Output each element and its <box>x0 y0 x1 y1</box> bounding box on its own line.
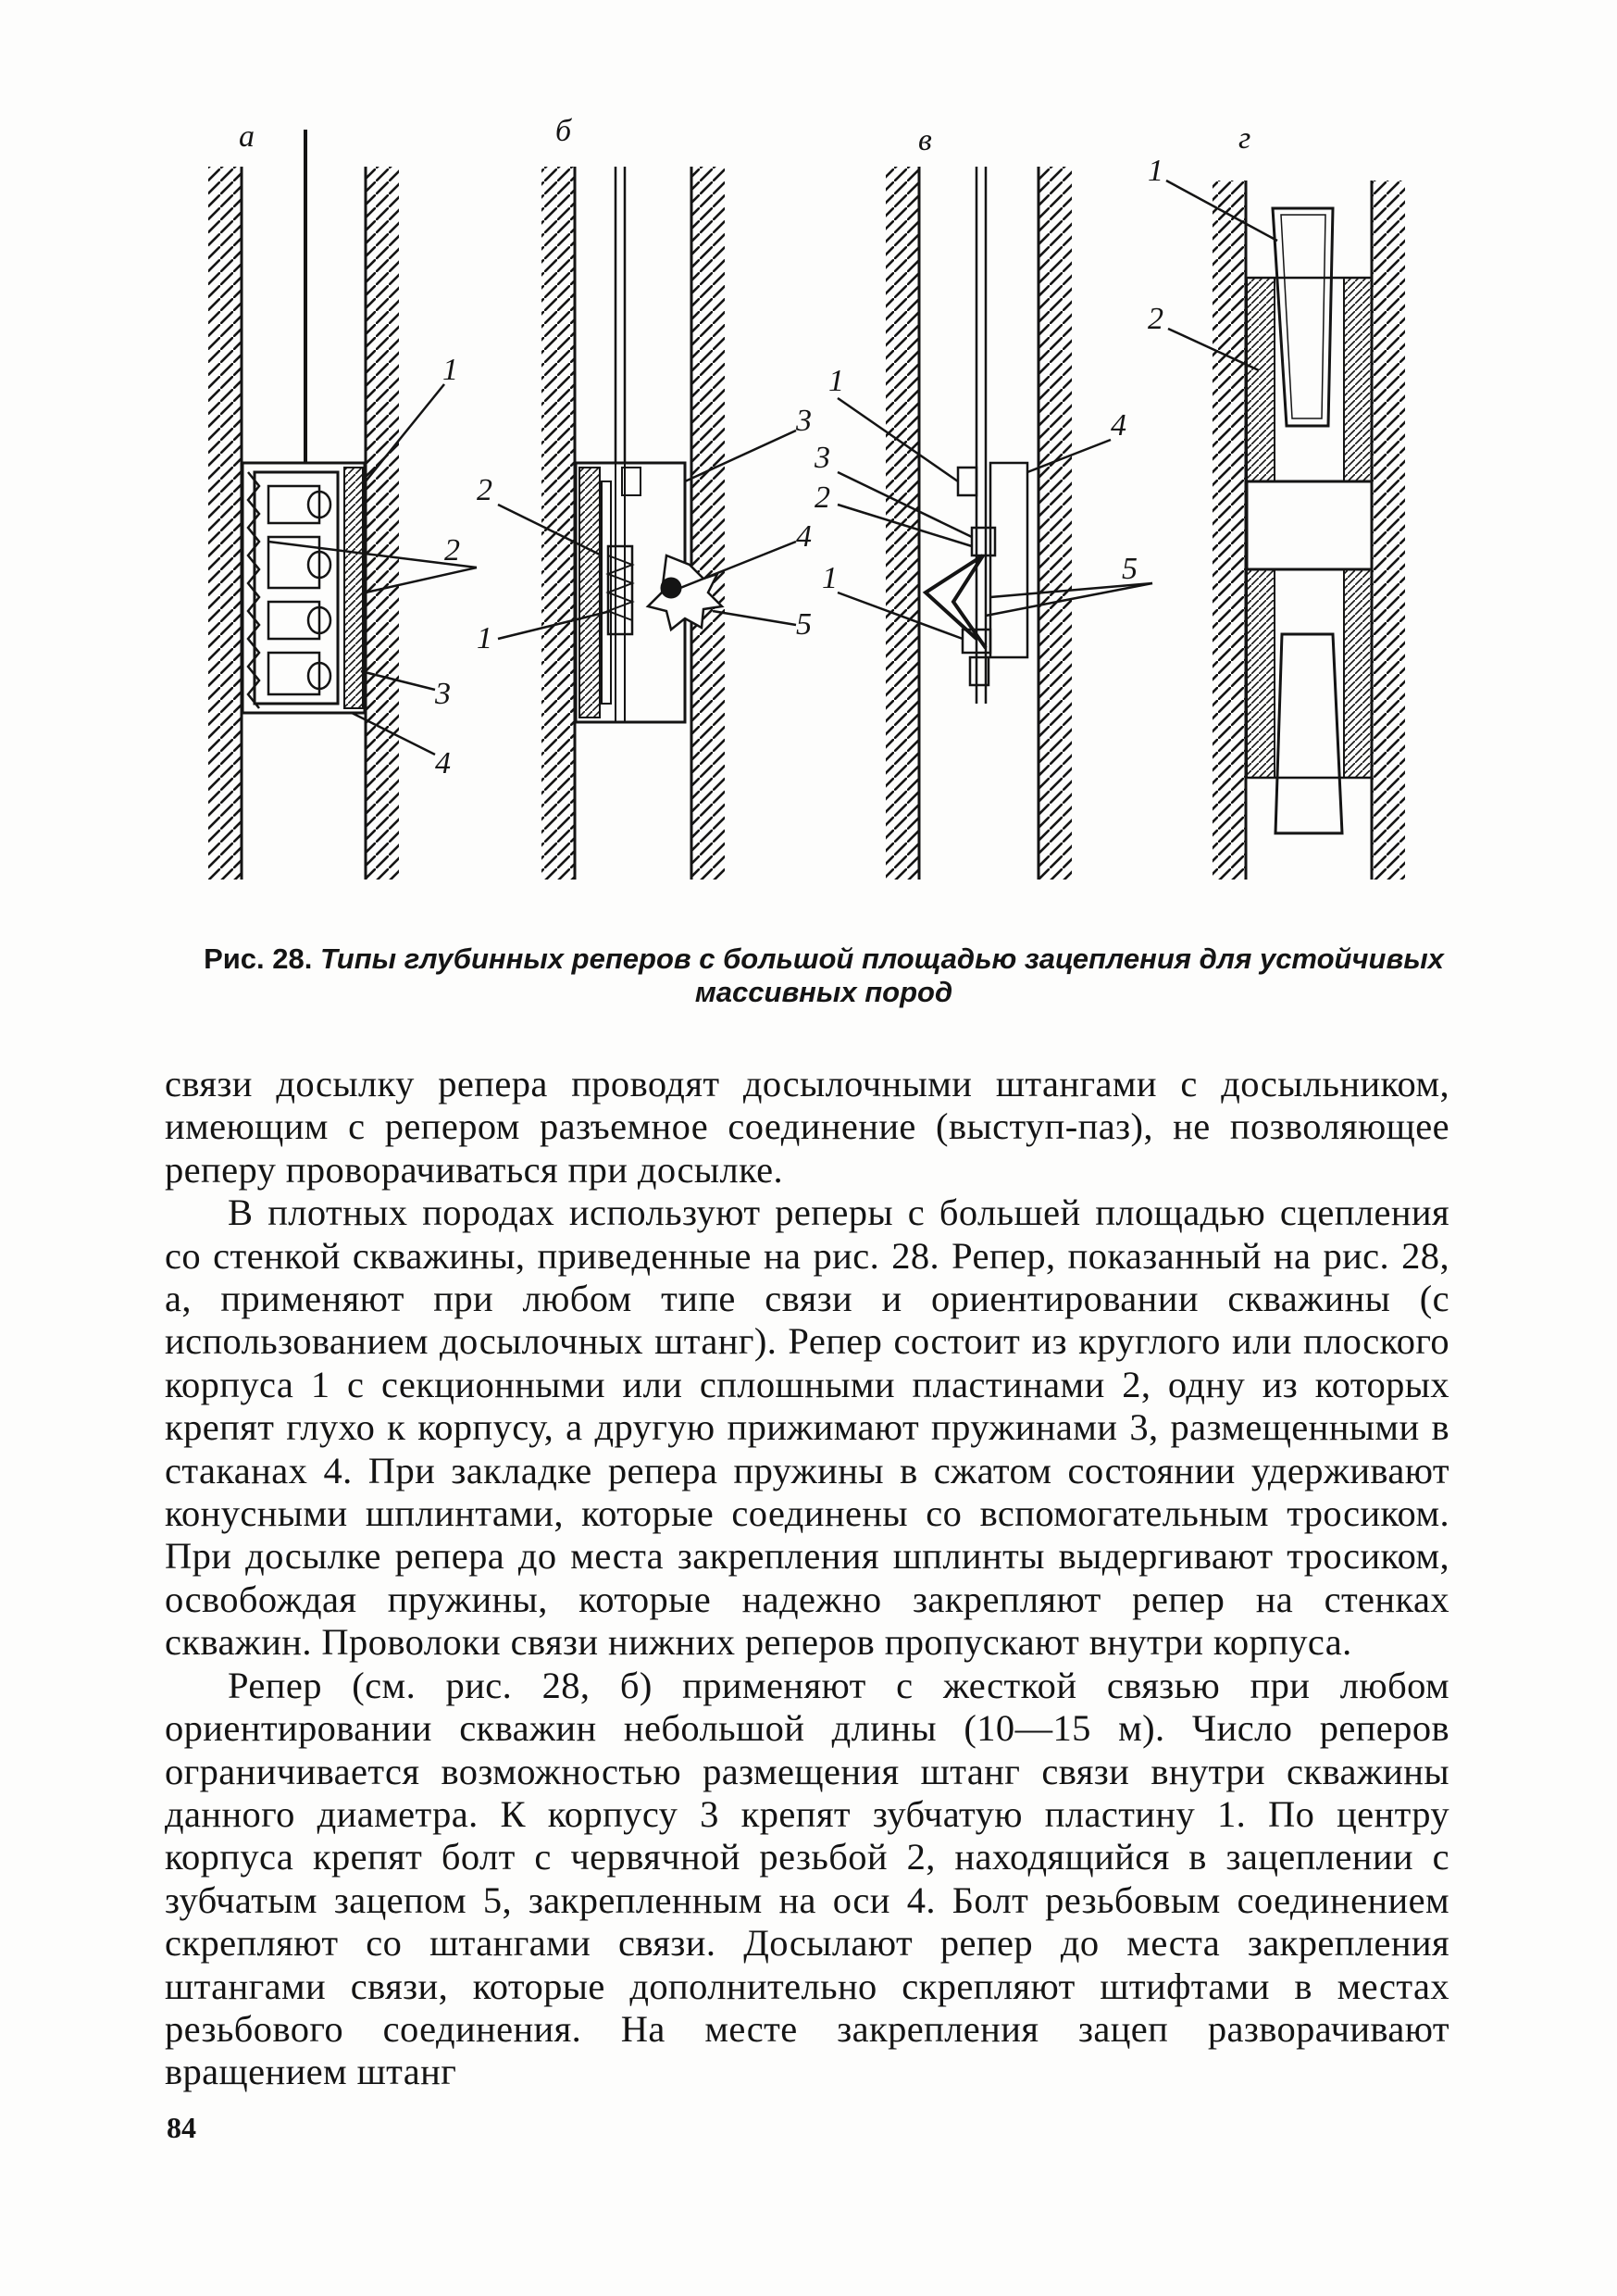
callout-v-5: 5 <box>1122 552 1138 586</box>
callout-v-1-bottom: 1 <box>822 561 838 595</box>
page-number: 84 <box>167 2111 196 2144</box>
figure-number: Рис. 28. <box>204 942 313 975</box>
panel-label-v: в <box>918 123 932 157</box>
panel-a <box>208 119 477 880</box>
callout-b-3: 3 <box>796 404 812 438</box>
paragraph-2: В плотных породах используют реперы с большей площадью сцепления со стенкой скважины, приведенные на рис. 28. Репер, показанный на рис. 28, а, применяют при любом типе связи и ориентировании скважины (с использованием досылочных штанг). Репер состоит из круглого или плоского корпуса 1 с секционными или сплошными пластинами 2, одну из которых крепят глухо к корпусу, а другую прижимают пружинами 3, размещенными в стаканах 4. При закладке репера пружины в сжатом состоянии удерживают конусными шплинтами, которые соединены со вспомогательным тросиком. При досылке репера до места закрепления шплинты выдергивают тросиком, освобождая пружины, которые надежно закрепляют репер на стенках скважин. Проволоки связи нижних реперов пропускают внутри корпуса. <box>165 1192 1449 1664</box>
figure-28 <box>0 0 1617 1037</box>
paragraph-3: Репер (см. рис. 28, б) применяют с жесткой связью при любом ориентировании скважин небольшой длины (10—15 м). Число реперов ограничивается возможностью размещения штанг связи внутри скважины данного диаметра. К корпусу 3 крепят зубчатую пластину 1. По центру корпуса крепят болт с червячной резьбой 2, находящийся в зацеплении с зубчатым зацепом 5, закрепленным на оси 4. Болт резьбовым соединением скрепляют со штангами связи. Досылают репер до места закрепления штангами связи, которые дополнительно скрепляют штифтами в местах резьбового соединения. На месте закрепления зацеп разворачивают вращением штанг <box>165 1664 1449 2093</box>
callout-a-2: 2 <box>444 533 460 568</box>
callout-g-1: 1 <box>1148 154 1163 188</box>
callout-a-1: 1 <box>442 353 458 387</box>
callout-v-4: 4 <box>1111 408 1126 443</box>
figure-caption-text: Типы глубинных реперов с большой площадью зацепления для устойчивых массивных пород <box>320 942 1444 1008</box>
callout-b-1: 1 <box>477 621 492 655</box>
callout-a-3: 3 <box>435 677 451 711</box>
panel-b <box>477 114 812 880</box>
callout-v-2: 2 <box>815 480 830 515</box>
panel-v <box>814 123 1152 880</box>
callout-b-2: 2 <box>477 473 492 507</box>
callout-v-3: 3 <box>815 441 830 475</box>
panel-label-a: а <box>239 119 255 154</box>
panel-label-b: б <box>555 114 572 148</box>
panel-label-g: г <box>1238 121 1251 156</box>
body-text <box>165 1063 1449 2094</box>
callout-b-5: 5 <box>796 607 812 642</box>
callout-b-4: 4 <box>796 519 812 554</box>
paragraph-1: связи досылку репера проводят досылочными штангами с досыльником, имеющим с репером разъемное соединение (выступ-паз), не позволяющее реперу проворачиваться при досылке. <box>165 1063 1449 1191</box>
panel-g <box>1148 121 1405 880</box>
callout-v-1-top: 1 <box>828 364 844 398</box>
callout-a-4: 4 <box>435 746 451 780</box>
callout-g-2: 2 <box>1148 302 1163 336</box>
figure-caption <box>185 942 1462 1009</box>
